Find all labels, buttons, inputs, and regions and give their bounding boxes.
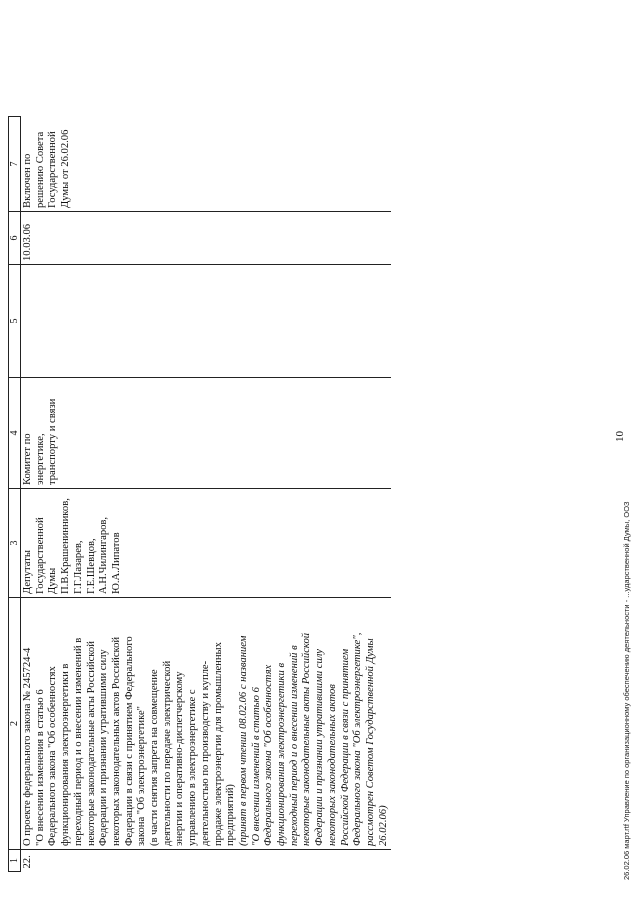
- bill-title: [22, 601, 238, 846]
- text-line: Федерации и признании утратившими силу: [314, 649, 326, 846]
- text-line: П.В.Крашенинников,: [60, 498, 72, 594]
- text-line: А.Н.Чилингаров,: [98, 516, 110, 594]
- text-line: закона "Об электроэнергетике": [136, 706, 148, 846]
- text-line: деятельностью по производству и купле-: [199, 660, 211, 846]
- text-line: Федерального закона "Об особенностях: [263, 664, 275, 846]
- inclusion-status: [21, 117, 392, 212]
- text-line: Депутаты: [22, 550, 33, 594]
- text-line: управлению в электроэнергетике с: [187, 689, 199, 846]
- text-line: Государственной: [34, 517, 46, 594]
- text-line: Включен по: [22, 153, 33, 208]
- page-number: 10: [614, 431, 626, 442]
- column-header: 1: [9, 850, 21, 872]
- text-line: предприятий): [225, 784, 237, 846]
- text-line: продаже электроэнергии для промышленных: [212, 642, 224, 846]
- bill-description: [21, 598, 392, 850]
- text-line: (в части снятия запрета на совмещение: [149, 669, 161, 846]
- column-header: 6: [9, 212, 21, 265]
- column-header: 4: [9, 378, 21, 489]
- column-header: 7: [9, 117, 21, 212]
- text-line: Г.Е.Шевцов,: [85, 538, 97, 594]
- column-header: 5: [9, 265, 21, 378]
- text-line: Федерации в связи с принятием Федерального: [123, 636, 135, 846]
- consideration-date: 10.03.06: [21, 212, 392, 265]
- text-line: транспорту и связи: [47, 398, 59, 485]
- table-header-row: [9, 117, 21, 872]
- text-line: "О внесении изменений в статью 6: [250, 687, 262, 846]
- text-line: Федерального закона "Об особенностях: [47, 666, 59, 846]
- text-line: Федерации и признании утратившими силу: [98, 649, 110, 846]
- text-line: рассмотрен Советом Государственной Думы: [364, 638, 376, 846]
- table-row: [21, 117, 392, 872]
- text-line: переходный период и о внесении изменений в: [288, 645, 300, 846]
- column-header: 2: [9, 598, 21, 850]
- text-line: функционирования электроэнергетики в: [276, 662, 288, 846]
- responsible-committee: [21, 378, 392, 489]
- text-line: Ю.А.Липатов: [110, 532, 122, 594]
- text-line: Г.Г.Лазарев,: [72, 540, 84, 594]
- text-line: Федерального закона "Об электроэнергетике",: [352, 632, 364, 846]
- column-5-cell: [21, 265, 392, 378]
- text-line: функционирования электроэнергетики в: [60, 663, 72, 846]
- text-line: решению Совета: [34, 131, 46, 208]
- text-line: "О внесении изменения в статью 6: [34, 689, 46, 846]
- text-line: О проекте федерального закона № 245724-4: [22, 647, 33, 846]
- text-line: Думы от 26.02.06: [60, 129, 72, 208]
- legislation-table: [8, 116, 391, 872]
- text-line: (принят в первом чтении 08.02.06 с названием: [237, 635, 249, 846]
- bill-authors: [21, 489, 392, 598]
- document-footer: 26.02.06 март.rtf Управление по организационному обеспечению деятельности - ...ударственной Думы, ООЗ: [622, 501, 631, 880]
- text-line: некоторые законодательные акты Российской: [301, 632, 313, 846]
- text-line: некоторых законодательных актов Российской: [110, 636, 122, 846]
- text-line: 26.02.06): [377, 805, 389, 846]
- text-line: Государственной: [47, 131, 59, 208]
- text-line: переходный период и о внесении изменений в: [72, 637, 84, 846]
- text-line: некоторые законодательные акты Российской: [85, 641, 97, 846]
- column-header: 3: [9, 489, 21, 598]
- text-line: деятельности по передаче электрической: [161, 660, 173, 846]
- bill-first-reading-note: [238, 601, 390, 846]
- row-number: 22.: [22, 855, 33, 869]
- text-line: Российской Федерации в связи с принятием: [339, 648, 351, 846]
- text-line: энергии и оперативно-диспетчерскому: [174, 671, 186, 846]
- text-line: Комитет по: [22, 433, 33, 485]
- text-line: некоторых законодательных актов: [326, 684, 338, 846]
- text-line: Думы: [47, 567, 59, 594]
- text-line: энергетике,: [34, 433, 46, 485]
